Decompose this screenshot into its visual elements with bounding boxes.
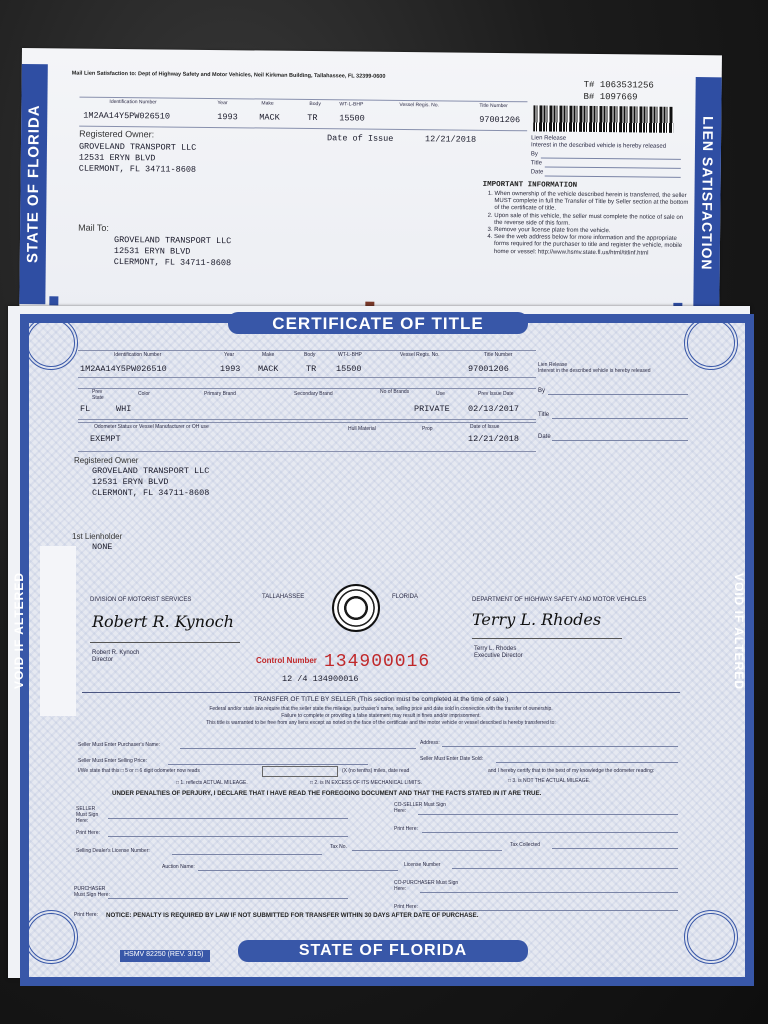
control-small: 12 /4 134900016 [282,674,359,684]
transfer-heading: TRANSFER OF TITLE BY SELLER (This section must be completed at the time of sale.) [253,696,509,703]
print-here-copurchaser: Print Here: [394,904,418,910]
state-seal [332,584,380,632]
tallahassee-label: TALLAHASSEE [262,594,305,600]
hdr-year: Year [217,100,228,107]
mail-lien-line: Mail Lien Satisfaction to: Dept of Highway Safety and Motor Vehicles, Neil Kirkman Building, Tallahassee, FL 32399-0600 [71,70,386,80]
certificate-of-title [8,306,750,978]
val-wt: 15500 [336,364,362,374]
lienholder-label: 1st Lienholder [72,532,123,541]
owner-line-1: GROVELAND TRANSPORT LLC [78,141,197,153]
odometer-tenths: (X (no tenths) miles, date read [342,768,410,774]
val-body: TR [306,364,317,374]
important-item: 3. Remove your license plate from the vehicle. [494,227,690,236]
purchaser-name-label: Seller Must Enter Purchaser's Name: [78,742,161,748]
hdr-secondary-brand: Secondary Brand [294,391,333,397]
director-name: Robert R. Kynoch [92,650,140,656]
print-here-purchaser: Print Here: [74,912,98,918]
mail-to-label: Mail To: [78,222,110,233]
license-number-label: License Number [404,862,441,868]
release-date: Date [530,169,544,176]
date-of-issue-label: Date of Issue [327,133,394,144]
owner-line-2: 12531 ERYN BLVD [78,152,156,164]
hdr-odometer: Odometer Status or Vessel Manufacturer or OH use [94,424,209,430]
hdr-no-of-brands: No of Brands [380,389,410,395]
owner-line-3: CLERMONT, FL 34711-8608 [78,163,197,175]
exec-name: Terry L. Rhodes [474,646,517,652]
purchaser-sign-label: PURCHASER Must Sign Here: [74,886,110,898]
blank-panel [40,546,76,716]
transfer-text-3: This title is warranted to be free from any liens except as noted on the face of the certificate and the motor vehicle or vessel described is hereby transferred to: [206,720,556,726]
release-text: Interest in the described vehicle is hereby released [530,142,667,150]
release-date: Date [538,434,551,440]
mail-to-line-3: CLERMONT, FL 34711-8608 [113,256,232,269]
release-by: By [538,388,546,394]
hdr-make: Make [261,100,274,107]
lienholder-value: NONE [92,542,113,552]
hdr-body: Body [304,352,316,358]
important-item: 2. Upon sale of this vehicle, the seller must complete the notice of sale on the reverse side of this form. [494,213,690,229]
certificate-heading: CERTIFICATE OF TITLE [272,314,484,333]
b-number: B# 1097669 [583,91,638,103]
important-item: 4. See the web address below for more information and the appropriate forms required for the purchaser to title and register the vehicle, mobile home or vessel: http://www.hsmv.state.fl.us/html/titlinf.html [494,234,690,258]
hdr-title: Title Number [479,102,508,110]
hdr-body: Body [309,101,321,108]
corner-mark [49,296,58,305]
tax-no-label: Tax No. [330,844,347,850]
important-item: 1. When ownership of the vehicle described herein is transferred, the seller MUST complete in full the Transfer of Title by Seller section at the bottom of the certificate of title. [494,191,690,215]
perjury-statement: UNDER PENALTIES OF PERJURY, I DECLARE THAT I HAVE READ THE FOREGOING DOCUMENT AND THAT THE FACTS STATED IN IT ARE TRUE. [112,790,542,797]
date-sold-label: Seller Must Enter Date Sold: [420,756,484,762]
dealer-license-label: Selling Dealer's License Number: [76,848,150,854]
footer-state: STATE OF FLORIDA [298,942,468,959]
owner-line-2: 12531 ERYN BLVD [92,477,169,487]
owner-line-3: CLERMONT, FL 34711-8608 [92,488,210,498]
florida-label: FLORIDA [392,594,419,600]
release-title: Lien Release [531,135,567,142]
odometer-statement: I/We state that this □ 5 or □ 6 digit odometer now reads [78,768,200,774]
mail-to-line-1: GROVELAND TRANSPORT LLC [113,234,232,247]
hdr-hull: Hull Material [348,426,376,432]
registered-owner-label: Registered Owner: [79,128,155,140]
owner-line-1: GROVELAND TRANSPORT LLC [92,466,210,476]
department-label: DEPARTMENT OF HIGHWAY SAFETY AND MOTOR VEHICLES [472,597,647,603]
option-excess-limits[interactable]: □ 2. is IN EXCESS OF ITS MECHANICAL LIMITS. [310,780,423,786]
penalty-notice: NOTICE: PENALTY IS REQUIRED BY LAW IF NOT SUBMITTED FOR TRANSFER WITHIN 30 DAYS AFTER DATE OF PURCHASE. [106,912,479,919]
hdr-wt: WT-L-BHP [338,352,362,358]
print-here-seller: Print Here: [76,830,100,836]
val-date-of-issue: 12/21/2018 [468,434,520,444]
release-by: By [530,151,538,158]
tax-collected-label: Tax Collected [510,842,541,848]
barcode [533,105,673,132]
hdr-use: Use [436,391,445,397]
val-id: 1M2AA14Y5PW026510 [83,110,171,122]
t-number: T# 1063531256 [583,79,654,91]
val-make: MACK [259,112,280,123]
val-prev-state: FL [80,404,91,414]
form-number: HSMV 82250 (REV. 3/15) [124,951,204,958]
selling-price-label: Seller Must Enter Selling Price: [78,758,147,764]
val-title: 97001206 [468,364,509,374]
division-label: DIVISION OF MOTORIST SERVICES [90,597,192,603]
control-number: 134900016 [324,652,431,672]
transfer-text-2: Failure to complete or providing a false statement may result in fines and/or imprisonment. [281,713,481,719]
hdr-year: Year [224,352,235,358]
state-of-florida-band: STATE OF FLORIDA [19,64,48,304]
corner-ornament [684,910,738,964]
release-text: Interest in the described vehicle is hereby released [538,368,651,374]
val-year: 1993 [220,364,241,374]
lien-satisfaction-stub [19,48,722,323]
hdr-title: Title Number [484,352,513,358]
address-label: Address: [420,740,440,746]
auction-name-label: Auction Name: [162,864,195,870]
seller-sign-label: SELLER Must Sign Here: [76,806,99,824]
option-not-actual[interactable]: □ 3. is NOT THE ACTUAL MILEAGE. [508,778,591,784]
hdr-color: Color [138,391,150,397]
odometer-entry-box[interactable] [262,766,338,777]
corner-ornament [684,316,738,370]
hdr-primary-brand: Primary Brand [204,391,236,397]
hdr-date-of-issue: Date of Issue [470,424,500,430]
hdr-prev-issue-date: Prev Issue Date [478,391,514,397]
val-odometer: EXEMPT [90,434,121,444]
hdr-prev-state: Prev State [92,389,104,401]
signature-executive-director: Terry L. Rhodes [472,610,602,629]
transfer-text-1: Federal and/or state law require that the seller state the mileage, purchaser's name, selling price and date sold in connection with the transfer of ownership. [209,706,553,712]
corner-ornament [24,910,78,964]
val-use: PRIVATE [414,404,450,414]
val-body: TR [307,112,318,124]
release-title-label: Title [538,412,550,418]
void-if-altered-left: VOID IF ALTERED [12,572,26,690]
corner-ornament [24,316,78,370]
hdr-vessel: Vessel Regis. No. [400,352,440,358]
val-prev-issue-date: 02/13/2017 [468,404,520,414]
hdr-make: Make [262,352,275,358]
hdr-id: Identification Number [114,352,162,358]
mail-to-line-2: 12531 ERYN BLVD [113,245,191,257]
release-title: Lien Release [538,362,568,368]
val-make: MACK [258,364,279,374]
date-of-issue-value: 12/21/2018 [425,134,477,145]
val-wt: 15500 [339,113,365,124]
hdr-vessel: Vessel Regis. No. [399,101,439,109]
hdr-id: Identification Number [109,98,157,106]
option-actual-mileage[interactable]: □ 1. reflects ACTUAL MILEAGE. [176,780,248,786]
val-year: 1993 [217,112,238,123]
coseller-sign-label: CO-SELLER Must Sign Here: [394,802,446,814]
lien-satisfaction-band: LIEN SATISFACTION [693,77,721,309]
val-id: 1M2AA14Y5PW026510 [80,364,167,374]
hdr-wt: WT-L-BHP [339,101,364,108]
control-label: Control Number [256,656,317,665]
release-title-label: Title [530,160,542,167]
print-here-coseller: Print Here: [394,826,418,832]
director-title: Director [92,657,114,663]
hdr-prop: Prop [422,426,433,432]
important-list [482,191,691,258]
odometer-certify: and I hereby certify that to the best of my knowledge the odometer reading: [488,768,655,774]
val-color: WHI [116,404,132,414]
exec-title: Executive Director [474,653,523,659]
void-if-altered-right: VOID IF ALTERED [732,572,746,690]
copurchaser-sign-label: CO-PURCHASER Must Sign Here: [394,880,459,892]
val-title: 97001206 [479,114,521,126]
signature-director: Robert R. Kynoch [92,612,234,631]
important-heading: IMPORTANT INFORMATION [482,180,578,190]
registered-owner-label: Registered Owner [74,456,139,465]
